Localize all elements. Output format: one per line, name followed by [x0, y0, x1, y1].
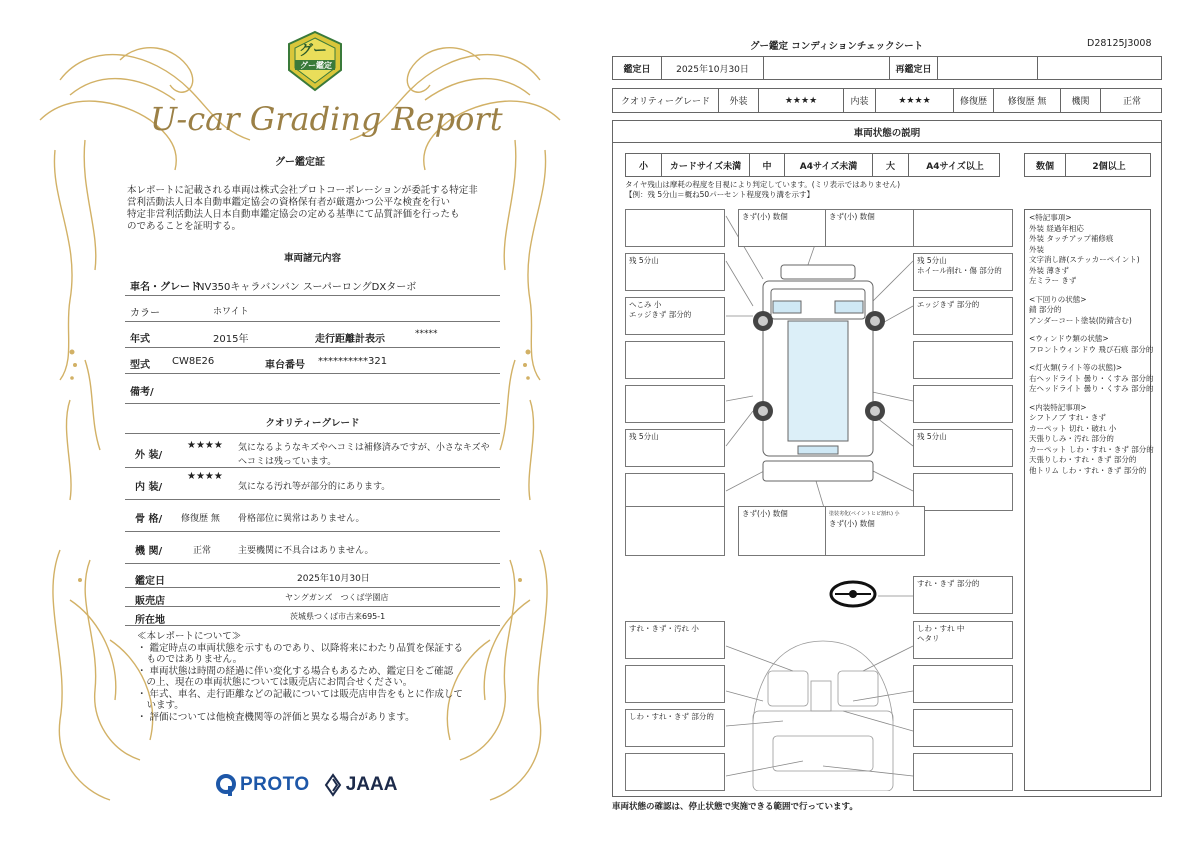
spec-heading: 車両諸元内容	[283, 253, 341, 264]
note-line: います。	[137, 700, 184, 711]
reappraisal-label: 再鑑定日	[889, 57, 937, 79]
legend-small: 小	[638, 161, 648, 172]
note-line: ・ 車両状態は時間の経過に伴い変化する場合もあるため、鑑定日をご確認	[137, 665, 454, 677]
chassis-label: 車台番号	[265, 360, 305, 371]
special-note-line: 外装	[1029, 244, 1044, 254]
comment-text: しわ・すれ・きず 部分的	[629, 712, 714, 721]
int-stars: ★★★★	[875, 89, 953, 112]
engine-text: 主要機関に不具合はありません。	[238, 546, 374, 556]
goo-appraisal-logo: グー グー鑑定	[287, 30, 343, 92]
comment-box	[913, 709, 1013, 747]
jaaa-logo	[324, 773, 398, 797]
repair-label: 修復歴	[953, 89, 993, 112]
note-line: ・ 年式、車名、走行距離などの記載については販売店申告をもとに作成して	[137, 688, 463, 700]
date-label: 鑑定日	[623, 64, 651, 75]
comment-box	[738, 506, 838, 556]
frame-text: 骨格部位に異常はありません。	[238, 514, 365, 524]
special-note-line: 外装 経過年相応	[1029, 223, 1084, 233]
steering-wheel-icon	[831, 582, 875, 606]
special-note-line: <内装特記事項>	[1029, 402, 1087, 412]
car-name-value: NV350キャラバンバン スーパーロングDXターボ	[197, 282, 417, 293]
comment-box	[913, 429, 1013, 467]
quality-heading: クオリティーグレード	[265, 418, 360, 429]
special-notes	[1024, 209, 1154, 791]
comment-text: エッジきず 部分的	[917, 300, 980, 309]
comment-box	[625, 253, 725, 291]
comment-box	[913, 576, 1013, 614]
note-line: ・ 鑑定時点の車両状態を示すものであり、以降将来にわたり品質を保証する	[137, 642, 464, 654]
intro-line: 特定非営利活動法人日本自動車鑑定協会の定める基準にて品質評価を行ったも	[127, 209, 460, 220]
row-date	[125, 566, 500, 588]
int-label: 内装	[843, 89, 875, 112]
row-year	[125, 322, 500, 348]
intro-line: のであることを証明する。	[127, 221, 242, 232]
comment-text: 残 5分山	[917, 432, 947, 441]
exterior-text-2: ヘコミは残っています。	[238, 457, 337, 467]
model-value: CW8E26	[172, 356, 215, 367]
comment-text: 残 5分山	[917, 256, 947, 265]
model-label: 型式	[130, 360, 150, 371]
engine-value: 正常	[193, 546, 212, 556]
sheet-title: グー鑑定 コンディションチェックシート	[750, 41, 924, 52]
comment-box	[913, 341, 1013, 379]
date-value: 2025年10月30日	[661, 57, 763, 79]
color-value: ホワイト	[213, 307, 249, 317]
comment-box	[913, 473, 1013, 511]
exterior-label: 外 装/	[135, 450, 163, 461]
frame-label: 骨 格/	[135, 514, 163, 525]
remarks-label: 備考/	[130, 387, 154, 398]
special-note-line: 他トリム しわ・すれ・きず 部分的	[1029, 465, 1147, 475]
row-color	[125, 296, 500, 322]
comment-box	[625, 429, 725, 467]
mileage-label: 走行距離計表示	[315, 334, 385, 345]
date-label: 鑑定日	[135, 576, 165, 587]
comment-box	[625, 341, 725, 379]
count-value: 2個以上	[1065, 154, 1152, 176]
comment-box	[625, 665, 725, 703]
row-shop	[125, 588, 500, 607]
special-note-line: アンダーコート塗装(防錆含む)	[1029, 315, 1132, 325]
interior-stars: ★★★★	[187, 471, 223, 482]
proto-logo	[215, 773, 310, 797]
color-label: カラー	[130, 308, 160, 319]
exterior-stars: ★★★★	[187, 440, 223, 451]
special-note-line: <灯火類(ライト等の状態)>	[1029, 363, 1123, 372]
comment-box	[913, 753, 1013, 791]
comment-box	[913, 297, 1013, 335]
comment-box	[625, 621, 725, 659]
comment-text: 残 5分山	[629, 256, 659, 265]
special-note-line: 右ヘッドライト 曇り・くすみ 部分的	[1029, 373, 1154, 383]
special-note-line: カーペット 切れ・破れ 小	[1029, 423, 1117, 433]
comment-box	[738, 209, 838, 247]
report-notes	[137, 631, 497, 723]
note-line: の上、現在の車両状態については販売店にお問合せください。	[137, 677, 413, 688]
comment-text: すれ・きず 部分的	[917, 579, 980, 588]
condition-check-sheet	[600, 0, 1200, 848]
comment-text: しわ・すれ 中	[917, 624, 965, 633]
special-note-line: 左ヘッドライト 曇り・くすみ 部分的	[1029, 384, 1154, 393]
note-line: ものではありません。	[137, 654, 243, 665]
comment-text: きず(小) 数個	[742, 509, 788, 518]
comment-text: 塗装劣化(ペイントヒビ割れ) 小	[829, 511, 900, 517]
spacer	[1029, 355, 1146, 363]
special-note-line: 錆 部分的	[1029, 305, 1062, 314]
quality-label: クオリティーグレード	[620, 97, 711, 107]
size-legend	[625, 153, 1000, 177]
grade-row	[612, 88, 1162, 113]
comment-box	[913, 209, 1013, 247]
comment-box	[625, 753, 725, 791]
engine-value: 正常	[1100, 89, 1163, 112]
mileage-value: *****	[415, 329, 438, 339]
condition-heading: 車両状態の説明	[613, 121, 1161, 143]
engine-label: 機関	[1060, 89, 1100, 112]
special-note-line: 外装 薄きず	[1029, 265, 1069, 275]
jaaa-mark-icon	[324, 773, 342, 797]
comment-text: すれ・きず・汚れ 小	[629, 624, 699, 633]
count-legend	[1024, 153, 1151, 177]
car-name-label: 車名・グレード	[130, 282, 200, 293]
date-value: 2025年10月30日	[297, 574, 370, 584]
legend-medium-desc: A4サイズ未満	[784, 154, 872, 176]
chassis-value: **********321	[318, 356, 388, 367]
intro-line: 営利活動法人日本自動車鑑定協会の資格保有者が厳選かつ公平な検査を行い	[127, 197, 451, 208]
comment-box	[625, 709, 725, 747]
special-note-line: 天張りしわ・すれ・きず 部分的	[1029, 455, 1137, 464]
proto-mark-icon	[215, 773, 237, 797]
note-line: ・ 評価については他検査機関等の評価と異なる場合があります。	[137, 711, 415, 723]
intro-text	[127, 185, 499, 233]
jaaa-text: JAAA	[345, 774, 398, 795]
address-label: 所在地	[135, 615, 165, 626]
interior-label: 内 装/	[135, 482, 163, 493]
row-engine	[125, 532, 500, 564]
sheet-code: D28125J3008	[1087, 38, 1152, 49]
comment-box	[825, 209, 925, 247]
ext-stars: ★★★★	[758, 89, 843, 112]
special-note-line: <下回りの状態>	[1029, 294, 1087, 304]
comment-box	[825, 506, 925, 556]
comment-box	[625, 297, 725, 335]
spacer	[1029, 395, 1146, 403]
special-note-line: シフトノブ すれ・きず	[1029, 413, 1106, 422]
sheet-footer: 車両状態の確認は、停止状態で実施できる範囲で行っています。	[612, 802, 858, 812]
row-model	[125, 348, 500, 374]
intro-line: 本レポートに記載される車両は株式会社プロトコーポレーションが委託する特定非	[127, 185, 478, 196]
special-note-line: <特記事項>	[1029, 213, 1072, 222]
empty-cell	[763, 57, 889, 79]
row-exterior	[125, 434, 500, 468]
special-note-line: 文字消し跡(ステッカーペイント)	[1029, 255, 1140, 264]
comment-text: ヘタリ	[917, 634, 940, 643]
year-value: 2015年	[213, 334, 249, 345]
empty-cell	[1037, 57, 1163, 79]
special-note-line: <ウィンドウ類の状態>	[1029, 334, 1109, 343]
engine-label: 機 関/	[135, 546, 163, 557]
special-note-line: カーペット しわ・すれ・きず 部分的	[1029, 444, 1154, 454]
comment-text: へこみ 小	[629, 300, 662, 309]
special-note-line: 天張りしみ・汚れ 部分的	[1029, 434, 1114, 443]
comment-box	[625, 209, 725, 247]
comment-box	[913, 385, 1013, 423]
legend-small-desc: カードサイズ未満	[661, 154, 749, 176]
interior-text: 気になる汚れ等が部分的にあります。	[238, 482, 391, 492]
tire-note-1: タイヤ残山は摩耗の程度を目視により判定しています。(ミリ表示ではありません)	[625, 180, 901, 189]
exterior-text-1: 気になるようなキズやヘコミは補修済みですが、小さなキズや	[238, 443, 490, 453]
logo-text: グー鑑定	[300, 61, 332, 70]
frame-value: 修復歴 無	[181, 514, 220, 524]
legend-large-desc: A4サイズ以上	[908, 154, 1001, 176]
row-car-name	[125, 270, 500, 296]
comment-box	[913, 253, 1013, 291]
special-note-line: 左ミラー きず	[1029, 276, 1077, 285]
count-label: 数個	[1035, 161, 1054, 172]
comment-text: 残 5分山	[629, 432, 659, 441]
row-address	[125, 607, 500, 626]
reappraisal-value	[937, 57, 1037, 79]
legend-large: 大	[872, 154, 908, 176]
comment-box	[625, 506, 725, 556]
shop-value: ヤングガンズ つくば学園店	[285, 593, 389, 602]
comment-box	[625, 385, 725, 423]
comment-text: きず(小) 数個	[742, 212, 788, 221]
spacer	[1029, 326, 1146, 334]
comment-text: ホイール削れ・傷 部分的	[917, 266, 1002, 275]
special-note-line: 外装 タッチアップ補修痕	[1029, 234, 1114, 243]
comment-box	[913, 665, 1013, 703]
notes-heading: ≪本レポートについて≫	[137, 631, 242, 642]
certificate-title: グー鑑定証	[275, 157, 325, 168]
proto-text: PROTO	[240, 774, 310, 795]
row-frame	[125, 500, 500, 532]
comment-text: きず(小) 数個	[829, 212, 875, 221]
year-label: 年式	[130, 334, 150, 345]
special-note-line: フロントウィンドウ 飛び石痕 部分的	[1029, 344, 1154, 354]
tire-note-2: 【例：残 5分山＝概ね50パーセント程度残り溝を示す】	[625, 190, 815, 199]
row-remarks	[125, 374, 500, 404]
brand-logos	[215, 770, 397, 800]
spacer	[1029, 287, 1146, 295]
repair-value: 修復歴 無	[993, 89, 1060, 112]
condition-panel	[612, 120, 1162, 797]
comment-text: きず(小) 数個	[829, 519, 875, 528]
shop-label: 販売店	[135, 596, 165, 607]
address-value: 茨城県つくば市古来695-1	[290, 612, 386, 621]
legend-medium: 中	[749, 154, 784, 176]
comment-box	[913, 621, 1013, 659]
date-row	[612, 56, 1162, 80]
report-script-title: U-car Grading Report	[150, 100, 503, 138]
row-interior	[125, 468, 500, 500]
ext-label: 外装	[718, 89, 758, 112]
comment-text: エッジきず 部分的	[629, 310, 692, 319]
